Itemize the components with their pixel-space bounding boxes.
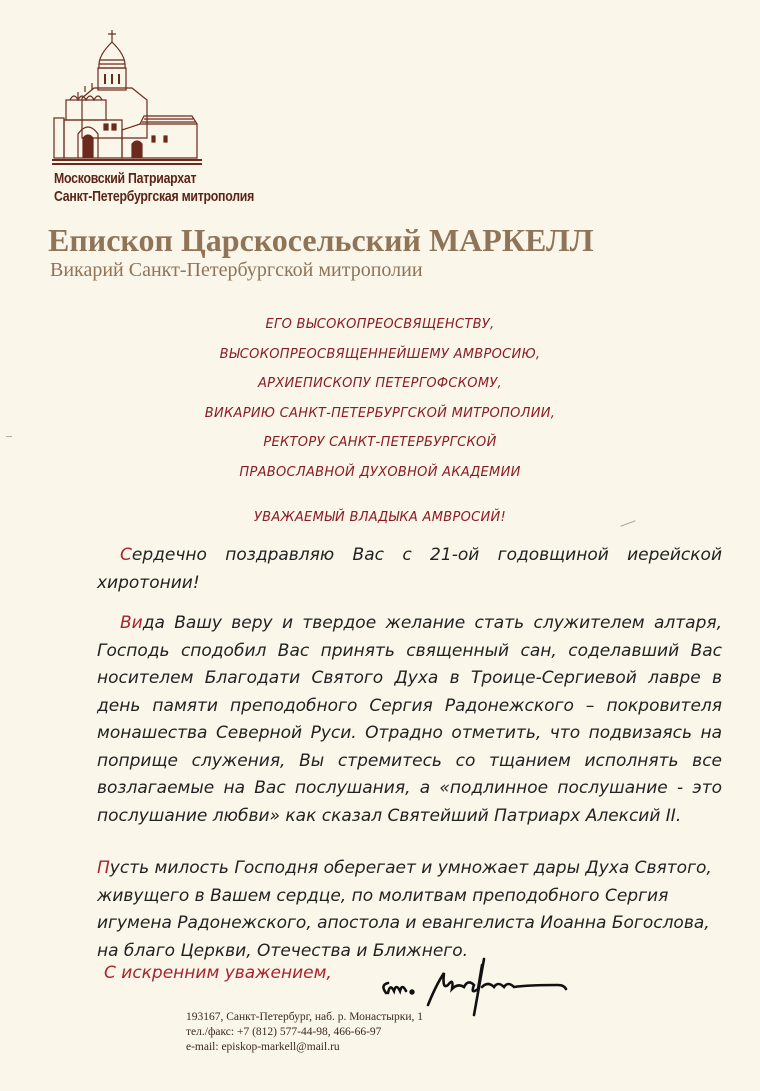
paragraph-text: да Вашу веру и твердое желание стать служителем алтаря, Господь сподобил Вас принять священный сан, соделавший Вас носителем Благодати Святого Духа в Троице-Сергиевой лавре в день памяти преподобного Сергия Радонежского – покровителя монашества Северной Руси. Отрадно отметить, что подвизаясь на поприще служения, Вы стремитесь со тщанием исполнять все возлагаемые на Вас послушания, а «подлинное послушание - это послушание любви» как сказал Святейший Патриарх Алексий II. [97, 613, 722, 826]
addressee-line: ВЫСОКОПРЕОСВЯЩЕННЕЙШЕМУ АМВРОСИЮ, [219, 346, 541, 362]
drop-initial: П [97, 858, 110, 878]
closing-phrase: С искренним уважением, [104, 963, 332, 983]
postal-address: 193167, Санкт-Петербург, наб. р. Монастырки, 1 [186, 1011, 423, 1023]
paragraph-text: ердечно поздравляю Вас с 21-ой годовщиной иерейской хиротонии! [97, 545, 722, 593]
addressee-line: ЕГО ВЫСОКОПРЕОСВЯЩЕНСТВУ, [265, 317, 495, 332]
email-address[interactable]: e-mail: episkop-markell@mail.ru [186, 1041, 340, 1053]
salutation: УВАЖАЕМЫЙ ВЛАДЫКА АМВРОСИЙ! [253, 510, 507, 525]
org-metropolis: Санкт-Петербургская митрополия [54, 188, 255, 205]
addressee-line: ПРАВОСЛАВНОЙ ДУХОВНОЙ АКАДЕМИИ [239, 464, 521, 480]
contact-block [186, 1010, 423, 1055]
bishop-subtitle: Викарий Санкт-Петербургской митрополии [50, 259, 423, 281]
addressee-line: РЕКТОРУ САНКТ-ПЕТЕРБУРГСКОЙ [263, 435, 497, 450]
scan-mark [6, 436, 12, 437]
organization-lines [54, 170, 254, 206]
drop-initial: Ви [120, 613, 143, 633]
paragraph-blessing [97, 855, 722, 965]
phone-fax: тел./факс: +7 (812) 577-44-98, 466-66-97 [186, 1026, 382, 1038]
bishop-title: Епископ Царскосельский МАРКЕЛЛ [48, 222, 594, 258]
addressee-line: ВИКАРИЮ САНКТ-ПЕТЕРБУРГСКОЙ МИТРОПОЛИИ, [204, 405, 556, 421]
cathedral-logo-icon [52, 28, 202, 168]
paragraph-text: усть милость Господня оберегает и умножает дары Духа Святого, живущего в Вашем сердце, по молитвам преподобного Сергия игумена Радонежского, апостола и евангелиста Иоанна Богослова, на благо Церкви, Отечества и Ближнего. [97, 858, 712, 961]
addressee-block [0, 310, 760, 487]
paragraph-congratulation [97, 542, 722, 597]
addressee-line: АРХИЕПИСКОПУ ПЕТЕРГОФСКОМУ, [257, 376, 502, 391]
paragraph-ordination [97, 610, 722, 830]
org-patriarchate: Московский Патриархат [54, 170, 197, 187]
drop-initial: С [120, 545, 132, 565]
